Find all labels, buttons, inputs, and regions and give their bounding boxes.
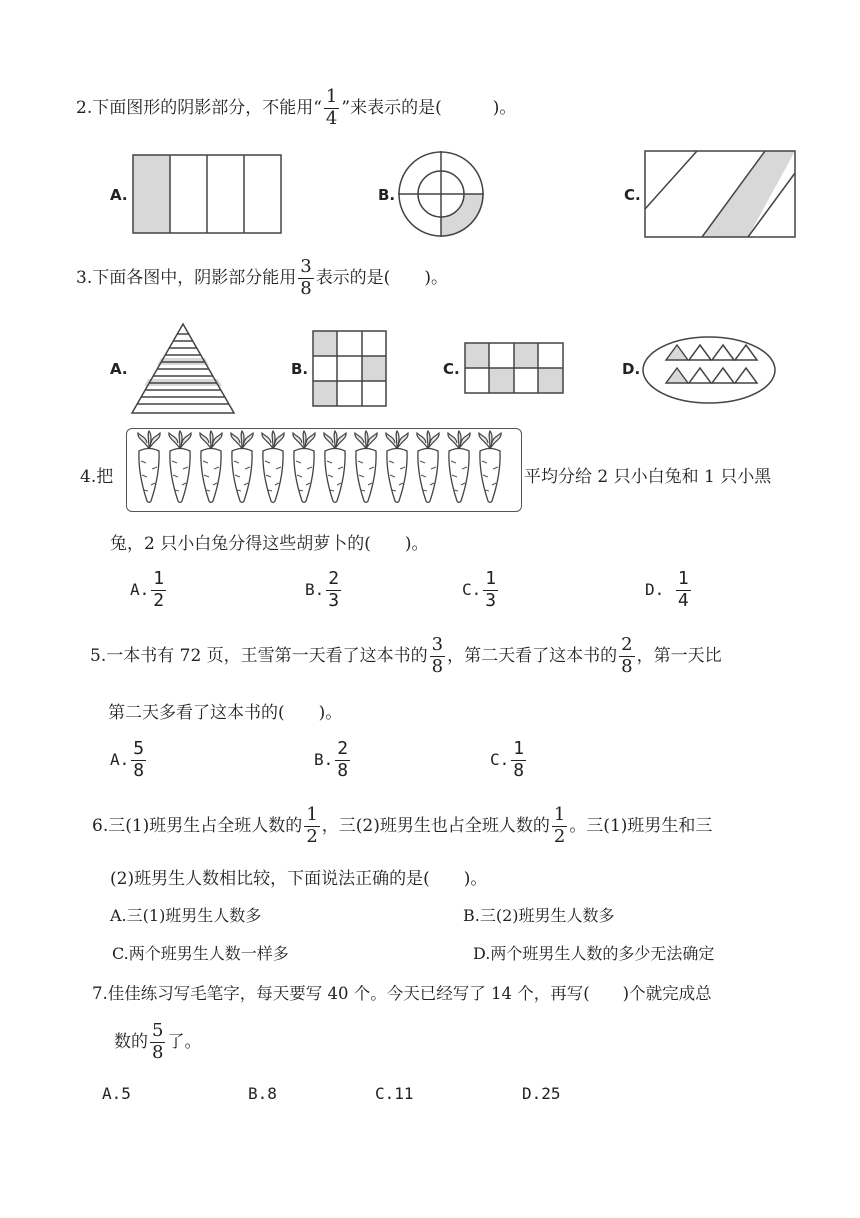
q4-option-c-frac [483,570,498,611]
q4-option-a[interactable] [130,570,168,611]
carrot-icon [138,431,160,503]
carrot-icon [169,431,191,503]
q5-option-a-label: A. [110,749,130,769]
q2-figure-c [645,151,797,237]
q5-frac2 [619,636,634,677]
num: 2 [337,738,349,759]
q7-line2 [114,1022,201,1063]
q2-suffix: ”来表示的是( )。 [341,97,517,118]
den: 2 [153,589,165,611]
num: 3 [431,634,444,655]
q6-part1: 6.三(1)班男生占全班人数的 [92,815,303,836]
num: 2 [328,568,340,589]
q5-option-c[interactable] [490,740,528,781]
q4-option-d[interactable] [645,570,693,611]
q5-option-c-label: C. [490,749,510,769]
carrot-icon [200,431,222,503]
q7-part-a: 数的 [114,1031,148,1052]
q5-option-a[interactable] [110,740,148,781]
q3-option-a-label: A. [110,360,128,378]
q5-frac1 [430,636,445,677]
q2-figure-a [133,155,283,233]
num: 2 [621,634,633,655]
q2-prefix: 2.下面图形的阴影部分，不能用“ [76,97,322,118]
q4-option-d-frac [676,570,691,611]
q3-fraction [298,258,313,299]
carrot-icon [355,431,377,503]
num: 1 [677,568,689,589]
q3-frac-num: 3 [300,256,312,277]
q6-frac1 [304,806,319,847]
q6-option-d[interactable]: D.两个班男生人数的多少无法确定 [473,944,715,963]
q3-figure-c [465,343,565,395]
den: 8 [133,759,145,781]
q2-frac-num: 1 [325,86,338,107]
num: 1 [513,738,525,759]
num: 1 [306,804,318,825]
q6-part3: 。三(1)班男生和三 [569,815,713,836]
num: 1 [485,568,497,589]
q4-option-d-label: D. [645,579,665,599]
q4-option-b-label: B. [305,579,325,599]
q4-option-c[interactable] [462,570,500,611]
q2-option-a-label: A. [110,186,128,204]
num: 5 [133,738,145,759]
q3-prefix: 3.下面各图中，阴影部分能用 [76,267,297,288]
q3-option-d-label: D. [622,360,641,378]
carrot-icon [479,431,501,503]
q5-line2: 第二天多看了这本书的( )。 [108,703,343,723]
carrot-icon [231,431,253,503]
q3-option-c-label: C. [443,360,460,378]
q3-option-b-label: B. [291,360,309,378]
carrot-icon [293,431,315,503]
q4-line2: 兔，2 只小白兔分得这些胡萝卜的( )。 [110,534,429,554]
den: 3 [485,589,497,611]
q2-figure-b [398,151,484,237]
carrot-icon [386,431,408,503]
carrot-icon [262,431,284,503]
den: 3 [328,589,340,611]
q6-option-a[interactable]: A.三(1)班男生人数多 [110,906,262,925]
q7-option-b[interactable]: B.8 [248,1084,277,1103]
q7-option-c[interactable]: C.11 [375,1084,414,1103]
q7-part-b: 了。 [167,1031,202,1052]
q3-figure-d [642,336,776,404]
carrot-group [127,429,521,511]
q5-option-c-frac [511,740,526,781]
q5-part3: ，第一天比 [636,645,722,666]
q6-stem [92,806,712,847]
q4-option-a-frac [151,570,166,611]
q4-option-a-label: A. [130,579,150,599]
q4-carrot-box [126,428,522,512]
num: 1 [153,568,165,589]
q5-part1: 5.一本书有 72 页，王雪第一天看了这本书的 [90,645,428,666]
q6-option-c[interactable]: C.两个班男生人数一样多 [112,944,289,963]
q5-option-b[interactable] [314,740,352,781]
q3-frac-den: 8 [300,277,312,299]
q5-option-a-frac [131,740,146,781]
q6-option-b[interactable]: B.三(2)班男生人数多 [463,906,615,925]
q5-option-b-label: B. [314,749,334,769]
q5-option-b-frac [335,740,350,781]
q4-prefix: 4.把 [80,467,114,487]
num: 5 [152,1020,164,1041]
q4-option-c-label: C. [462,579,482,599]
q5-stem [90,636,722,677]
q3-stem [76,258,448,299]
q5-part2: ，第二天看了这本书的 [447,645,618,666]
den: 8 [513,759,525,781]
q7-option-a[interactable]: A.5 [102,1084,131,1103]
carrot-icon [324,431,346,503]
num: 1 [553,804,566,825]
den: 8 [621,655,633,677]
den: 8 [431,655,444,677]
q3-figure-b [313,331,388,409]
den: 2 [553,825,566,847]
den: 2 [306,825,318,847]
q4-option-b[interactable] [305,570,343,611]
q2-option-c-label: C. [624,186,641,204]
q6-frac2 [552,806,567,847]
q4-option-b-frac [326,570,341,611]
q2-frac-den: 4 [325,107,338,129]
q2-option-b-label: B. [378,186,396,204]
carrot-icon [417,431,439,503]
carrot-icon [448,431,470,503]
q4-suffix: 平均分给 2 只小白兔和 1 只小黑 [524,467,772,487]
q3-suffix: 表示的是( )。 [315,267,448,288]
q3-figure-a [131,324,235,414]
q7-frac [150,1022,165,1063]
q7-option-d[interactable]: D.25 [522,1084,561,1103]
q7-line1: 7.佳佳练习写毛笔字，每天要写 40 个。今天已经写了 14 个，再写( )个就完成总 [92,984,712,1003]
q6-part2: ，三(2)班男生也占全班人数的 [321,815,550,836]
den: 4 [677,589,689,611]
den: 8 [337,759,349,781]
q2-stem [76,88,516,129]
den: 8 [152,1041,164,1063]
q6-line2: (2)班男生人数相比较，下面说法正确的是( )。 [110,869,488,889]
q2-fraction [324,88,339,129]
